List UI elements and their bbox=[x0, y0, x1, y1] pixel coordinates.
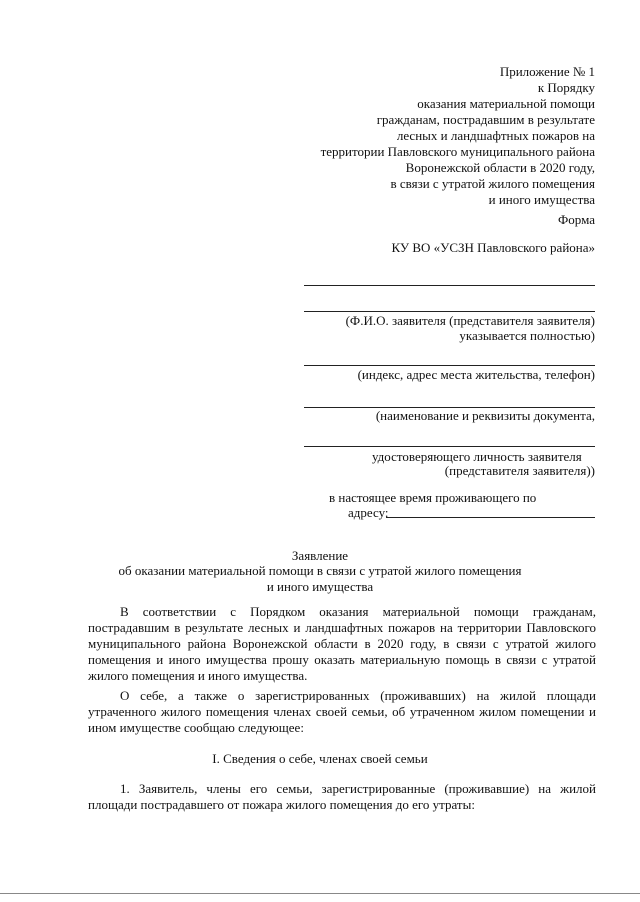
document-caption: (наименование и реквизиты документа, bbox=[375, 408, 595, 423]
address-blank-line bbox=[304, 365, 595, 366]
appendix-line: к Порядку bbox=[537, 80, 595, 95]
document-subtitle: и иного имущества bbox=[266, 579, 374, 594]
appendix-line: территории Павловского муниципального района bbox=[320, 144, 595, 159]
fio-blank-line-2 bbox=[304, 311, 595, 312]
appendix-line: гражданам, пострадавшим в результате bbox=[376, 112, 595, 127]
form-label: Форма bbox=[558, 212, 595, 227]
address-caption: (индекс, адрес места жительства, телефон) bbox=[357, 367, 595, 382]
document-title: Заявление bbox=[291, 548, 349, 563]
residence-address-blank-line bbox=[386, 517, 595, 518]
document-subtitle: об оказании материальной помощи в связи с утратой жилого помещения bbox=[118, 563, 522, 578]
residence-label: в настоящее время проживающего по bbox=[329, 490, 537, 505]
fio-blank-line-1 bbox=[304, 285, 595, 286]
paragraph-line: муниципального района Воронежской области в 2020 году, в связи с утратой жилого bbox=[88, 636, 596, 651]
recipient: КУ ВО «УСЗН Павловского района» bbox=[391, 240, 595, 255]
item-1 bbox=[88, 781, 596, 813]
paragraph-line: жилого помещения и иного имущества. bbox=[88, 668, 308, 683]
paragraph-line: пострадавшим в результате лесных и ландшафтных пожаров на территории Павловского bbox=[88, 620, 596, 635]
paragraph-line: площади пострадавшего от пожара жилого помещения до его утраты: bbox=[88, 797, 475, 812]
appendix-line: Воронежской области в 2020 году, bbox=[405, 160, 595, 175]
paragraph-line: В соответствии с Порядком оказания материальной помощи гражданам, bbox=[120, 604, 596, 619]
identity-caption: удостоверяющего личность заявителя bbox=[372, 449, 582, 464]
residence-address-label: адресу: bbox=[348, 505, 389, 520]
appendix-line: лесных и ландшафтных пожаров на bbox=[396, 128, 595, 143]
page-bottom-edge bbox=[0, 893, 640, 894]
appendix-line: оказания материальной помощи bbox=[417, 96, 595, 111]
paragraph-request bbox=[88, 604, 596, 684]
paragraph-about bbox=[88, 688, 596, 736]
section-title: I. Сведения о себе, членах своей семьи bbox=[212, 751, 428, 766]
fio-caption: (Ф.И.О. заявителя (представителя заявителя) bbox=[345, 313, 595, 328]
identity-blank-line bbox=[304, 446, 595, 447]
appendix-line: в связи с утратой жилого помещения bbox=[390, 176, 595, 191]
appendix-line: и иного имущества bbox=[488, 192, 595, 207]
identity-caption: (представителя заявителя)) bbox=[444, 463, 595, 478]
paragraph-line: О себе, а также о зарегистрированных (проживавших) на жилой площади bbox=[120, 688, 596, 703]
paragraph-line: 1. Заявитель, члены его семьи, зарегистрированные (проживавшие) на жилой bbox=[120, 781, 596, 796]
paragraph-line: ином имуществе сообщаю следующее: bbox=[88, 720, 304, 735]
paragraph-line: утраченного жилого помещения членах своей семьи, об утраченном жилом помещении и bbox=[88, 704, 596, 719]
appendix-line: Приложение № 1 bbox=[499, 64, 595, 79]
paragraph-line: помещения и иного имущества прошу оказать материальную помощь в связи с утратой bbox=[88, 652, 596, 667]
fio-caption: указывается полностью) bbox=[459, 328, 595, 343]
